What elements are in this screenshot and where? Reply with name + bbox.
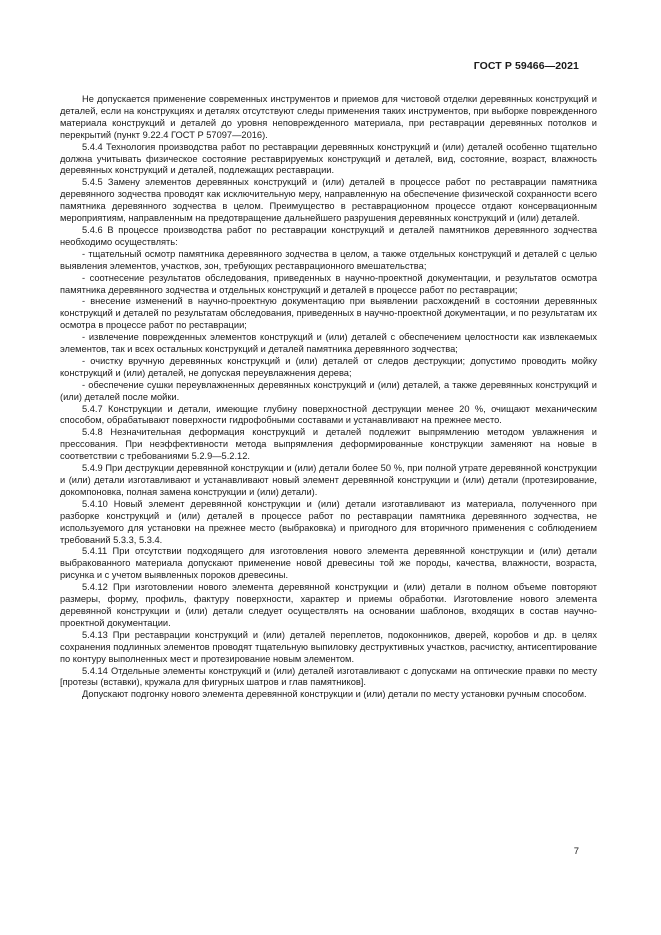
paragraph: - обеспечение сушки переувлажненных деревянных конструкций и (или) деталей, а также деревянных конструкций и (или) деталей после мойки.: [60, 379, 597, 402]
paragraph: - внесение изменений в научно-проектную документацию при выявлении расхождений в состоянии деревянных конструкций и деталей по результатам обследования, приведенных в научно-проектной документации, и по результатам их осмотра в процессе работ по реставрации;: [60, 296, 597, 331]
paragraph: - извлечение поврежденных элементов конструкций и (или) деталей с обеспечением целостности как извлекаемых элементов, так и всех остальных конструкций и деталей памятника деревянного зодчества;: [60, 332, 597, 355]
paragraph: 5.4.6 В процессе производства работ по реставрации конструкций и деталей памятников деревянного зодчества необходимо осуществлять:: [60, 224, 597, 247]
paragraph: 5.4.4 Технология производства работ по реставрации деревянных конструкций и (или) деталей особенно тщательно должна учитывать физическое состояние реставрируемых конструкций и деталей, вид, состояние, возраст, влажность деревянных конструкций и деталей, подлежащих реставрации.: [60, 141, 597, 176]
paragraph: 5.4.10 Новый элемент деревянной конструкции и (или) детали изготавливают из материала, полученного при разборке конструкций и (или) деталей в процессе работ по реставрации памятника деревянного зодчества, не используемого для установки на прежнее место (выбраковка) и пригодного для вторичного применения с соблюдением требований 5.3.3, 5.3.4.: [60, 498, 597, 545]
page-number: 7: [573, 846, 579, 857]
paragraph: Допускают подгонку нового элемента деревянной конструкции и (или) детали по месту установки ручным способом.: [82, 689, 587, 700]
paragraph: 5.4.12 При изготовлении нового элемента деревянной конструкции и (или) детали в полном объеме повторяют размеры, форму, профиль, фактуру поверхности, характер и приемы обработки. Изготовление нового элемента деревянной конструкции и (или) детали следует осуществлять на основании шаблонов, входящих в состав научно-проектной документации.: [60, 582, 597, 628]
paragraph: - очистку вручную деревянных конструкций и (или) деталей от следов деструкции; допустимо проводить мойку конструкций и (или) деталей, не допуская переувлажнения дерева;: [60, 355, 597, 378]
paragraph: Не допускается применение современных инструментов и приемов для чистовой отделки деревянных конструкций и деталей, если на конструкциях и деталях отсутствуют следы применения таких инструментов, при выборке поврежденного материала конструкций и деталей до уровня неповрежденного материала, при реставрации деревянных потолков и перекрытий (пункт 9.22.4 ГОСТ Р 57097—2016).: [60, 94, 597, 140]
paragraph: 5.4.7 Конструкции и детали, имеющие глубину поверхностной деструкции менее 20 %, очищают механическим способом, обрабатывают поверхности гидрофобными составами и устанавливают на прежнее место.: [60, 403, 597, 426]
document-header: ГОСТ Р 59466—2021: [473, 60, 579, 72]
paragraph: 5.4.5 Замену элементов деревянных конструкций и (или) деталей в процессе работ по реставрации памятника деревянного зодчества проводят как исключительную меру, направленную на обеспечение физической сохранности всего памятника деревянного зодчества в целом. Преимущество в реставрационном процессе отдают консервационным мероприятиям, направленным на предотвращение дальнейшего разрушения деревянных конструкций и (или) деталей.: [60, 177, 597, 224]
document-body: [60, 94, 597, 701]
paragraph: - тщательный осмотр памятника деревянного зодчества в целом, а также отдельных конструкций и деталей с целью выявления элементов, участков, зон, требующих реставрационного вмешательства;: [60, 248, 597, 271]
paragraph: 5.4.13 При реставрации конструкций и (или) деталей переплетов, подоконников, дверей, коробов и др. в целях сохранения подлинных элементов проводят тщательную выпиловку деструктивных участков, расчистку, антисептирование по контуру выполненных мест и протезирование новым элементом.: [60, 629, 597, 664]
paragraph: - соотнесение результатов обследования, приведенных в научно-проектной документации, и результатов осмотра памятника деревянного зодчества и отдельных конструкций и деталей в процессе работ по реставрации;: [60, 272, 597, 295]
paragraph: 5.4.14 Отдельные элементы конструкций и (или) деталей изготавливают с допусками на оптические правки по месту [протезы (вставки), кружала для фигурных шатров и глав памятников].: [60, 665, 597, 688]
paragraph: 5.4.9 При деструкции деревянной конструкции и (или) детали более 50 %, при полной утрате деревянной конструкции и (или) детали изготавливают и устанавливают новый элемент деревянной конструкции и (или) детали (протезирование, докомпоновка, полная замена конструкции и (или) детали).: [60, 463, 597, 497]
paragraph: 5.4.11 При отсутствии подходящего для изготовления нового элемента деревянной конструкции и (или) детали выбракованного материала допускают применение новой древесины той же породы, качества, влажности, возраста, рисунка и с учетом выявленных пороков древесины.: [60, 546, 597, 581]
paragraph: 5.4.8 Незначительная деформация конструкций и деталей подлежит выпрямлению методом увлажнения и прессования. При неэффективности метода выпрямления деформированные конструкции заменяют на новые в соответствии с требованиями 5.2.9—5.2.12.: [60, 427, 597, 462]
